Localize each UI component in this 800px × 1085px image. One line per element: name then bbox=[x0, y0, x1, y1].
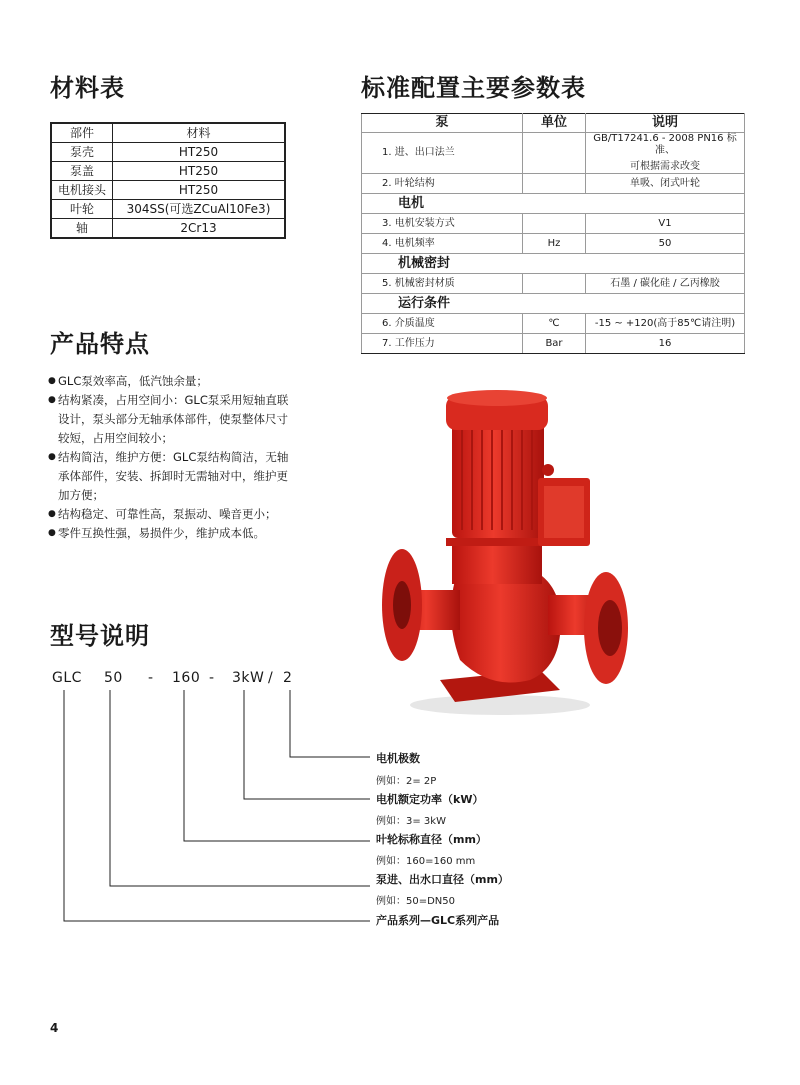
cell-part: 轴 bbox=[51, 219, 113, 239]
cell-material: 2Cr13 bbox=[113, 219, 286, 239]
header-part: 部件 bbox=[51, 123, 113, 143]
cell-material: HT250 bbox=[113, 181, 286, 200]
page-number: 4 bbox=[50, 1021, 59, 1035]
cell-desc: 50 bbox=[586, 234, 745, 254]
cell-name: 7. 工作压力 bbox=[362, 334, 523, 354]
code-dash: - bbox=[209, 670, 215, 686]
code-series: GLC bbox=[52, 670, 82, 686]
legend-example: 例如：2= 2P bbox=[376, 776, 437, 787]
cell-unit: Bar bbox=[523, 334, 586, 354]
header-desc: 说明 bbox=[586, 114, 745, 133]
features-title: 产品特点 bbox=[50, 330, 150, 358]
legend-title: 产品系列—GLC系列产品 bbox=[376, 914, 500, 927]
code-dash: - bbox=[148, 670, 154, 686]
header-pump: 泵 bbox=[362, 114, 523, 133]
cell-part: 泵壳 bbox=[51, 143, 113, 162]
list-item: ● GLC泵效率高，低汽蚀余量； bbox=[48, 372, 298, 391]
leader-line-impeller bbox=[184, 690, 370, 841]
cell-name: 1. 进、出口法兰 bbox=[362, 133, 523, 174]
leader-line-dn bbox=[110, 690, 370, 886]
list-item: ● 零件互换性强，易损件少，维护成本低。 bbox=[48, 524, 298, 543]
leader-line-power bbox=[244, 690, 370, 799]
cell-desc: 16 bbox=[586, 334, 745, 354]
code-slash: / bbox=[268, 670, 274, 686]
legend-title: 泵进、出水口直径（mm） bbox=[376, 873, 509, 886]
cell-desc-line: 可根据需求改变 bbox=[630, 161, 700, 172]
legend-example: 例如：160=160 mm bbox=[376, 856, 476, 867]
legend-title: 电机额定功率（kW） bbox=[376, 793, 484, 806]
cell-name: 4. 电机频率 bbox=[362, 234, 523, 254]
cell-part: 泵盖 bbox=[51, 162, 113, 181]
cell-part: 电机接头 bbox=[51, 181, 113, 200]
header-unit: 单位 bbox=[523, 114, 586, 133]
cell-unit: ℃ bbox=[523, 314, 586, 334]
materials-title: 材料表 bbox=[50, 74, 125, 102]
legend-title: 电机极数 bbox=[376, 752, 420, 765]
leader-line-poles bbox=[290, 690, 370, 757]
cell-material: HT250 bbox=[113, 162, 286, 181]
list-item: ● 结构紧凑，占用空间小：GLC泵采用短轴直联设计，泵头部分无轴承体部件，使泵整体尺寸较短，占用空间较小； bbox=[48, 391, 298, 448]
legend-example: 例如：50=DN50 bbox=[376, 896, 456, 907]
cell-name: 2. 叶轮结构 bbox=[362, 174, 523, 194]
code-dn: 50 bbox=[104, 670, 123, 686]
cell-part: 叶轮 bbox=[51, 200, 113, 219]
cell-desc: 石墨 / 碳化硅 / 乙丙橡胶 bbox=[586, 274, 745, 294]
cell-desc-line: GB/T17241.6 - 2008 PN16 标准、 bbox=[593, 133, 737, 156]
code-poles: 2 bbox=[283, 670, 293, 686]
header-material: 材料 bbox=[113, 123, 286, 143]
cell-material: HT250 bbox=[113, 143, 286, 162]
legend-example: 例如：3= 3kW bbox=[376, 816, 446, 827]
cell-desc: -15 ~ +120(高于85℃请注明) bbox=[586, 314, 745, 334]
code-power: 3kW bbox=[232, 670, 265, 686]
params-title: 标准配置主要参数表 bbox=[361, 74, 586, 102]
legend-title: 叶轮标称直径（mm） bbox=[376, 833, 487, 846]
section-run: 运行条件 bbox=[362, 294, 745, 314]
cell-desc: 单吸、闭式叶轮 bbox=[586, 174, 745, 194]
cell-name: 6. 介质温度 bbox=[362, 314, 523, 334]
model-title: 型号说明 bbox=[50, 622, 150, 650]
cell-name: 3. 电机安装方式 bbox=[362, 214, 523, 234]
list-item: ● 结构简洁，维护方便：GLC泵结构简洁，无轴承体部件，安装、拆卸时无需轴对中，维护更加方便； bbox=[48, 448, 298, 505]
cell-material: 304SS(可选ZCuAl10Fe3) bbox=[113, 200, 286, 219]
cell-desc: V1 bbox=[586, 214, 745, 234]
cell-name: 5. 机械密封材质 bbox=[362, 274, 523, 294]
list-item: ● 结构稳定、可靠性高，泵振动、噪音更小； bbox=[48, 505, 298, 524]
code-impeller: 160 bbox=[172, 670, 201, 686]
section-motor: 电机 bbox=[362, 194, 745, 214]
section-seal: 机械密封 bbox=[362, 254, 745, 274]
cell-unit: Hz bbox=[523, 234, 586, 254]
